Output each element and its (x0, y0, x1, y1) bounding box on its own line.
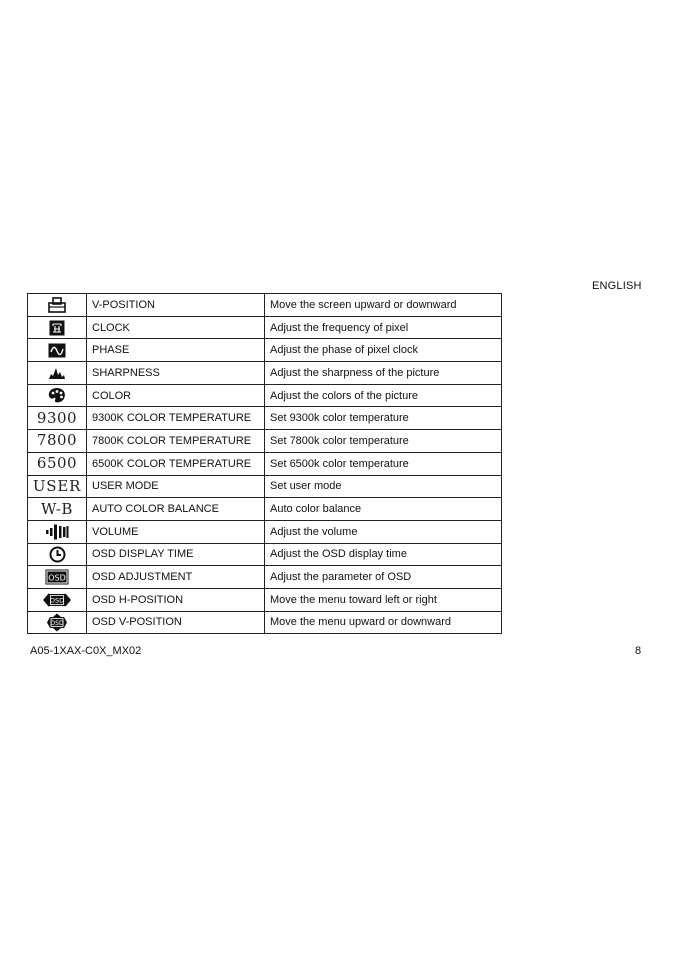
osd-display-time-icon (49, 546, 66, 563)
function-description: Auto color balance (265, 498, 502, 521)
function-name: SHARPNESS (87, 362, 265, 385)
document-code: A05-1XAX-C0X_MX02 (30, 645, 142, 657)
color-temp-6500-icon: 6500 (36, 454, 78, 473)
volume-icon (45, 524, 69, 540)
function-description: Adjust the phase of pixel clock (265, 339, 502, 362)
table-row (28, 362, 502, 385)
osd-adjustment-icon-label: OSD (48, 573, 66, 583)
function-description: Move the screen upward or downward (265, 294, 502, 317)
table-row (28, 475, 502, 498)
function-description: Set 9300k color temperature (265, 407, 502, 430)
table-row (28, 611, 502, 634)
clock-icon (49, 320, 65, 336)
page-number: 8 (635, 645, 642, 657)
osd-function-table (27, 293, 502, 634)
sharpness-icon (48, 366, 66, 380)
table-row (28, 588, 502, 611)
language-label: ENGLISH (592, 280, 642, 292)
function-description: Adjust the sharpness of the picture (265, 362, 502, 385)
osd-v-position-icon-label: OSD (50, 619, 64, 627)
function-name: COLOR (87, 384, 265, 407)
table-row (28, 452, 502, 475)
function-name: V-POSITION (87, 294, 265, 317)
color-palette-icon (47, 387, 67, 404)
table-row (28, 543, 502, 566)
table-row (28, 384, 502, 407)
table-row (28, 566, 502, 589)
white-balance-icon: W-B (41, 499, 73, 518)
user-mode-icon: USER (32, 476, 82, 495)
function-name: OSD V-POSITION (87, 611, 265, 634)
function-description: Adjust the colors of the picture (265, 384, 502, 407)
function-name: CLOCK (87, 316, 265, 339)
function-name: OSD H-POSITION (87, 588, 265, 611)
function-description: Set 6500k color temperature (265, 452, 502, 475)
table-row (28, 294, 502, 317)
table-row (28, 316, 502, 339)
osd-v-position-icon (44, 613, 70, 632)
v-position-icon (47, 296, 67, 314)
table-row (28, 498, 502, 521)
function-description: Adjust the OSD display time (265, 543, 502, 566)
function-name: OSD DISPLAY TIME (87, 543, 265, 566)
osd-h-position-icon-label: OSD (49, 596, 65, 605)
color-temp-9300-icon: 9300 (36, 408, 78, 427)
function-description: Adjust the volume (265, 520, 502, 543)
function-name: OSD ADJUSTMENT (87, 566, 265, 589)
function-description: Adjust the parameter of OSD (265, 566, 502, 589)
osd-adjustment-icon (45, 569, 69, 585)
function-name: PHASE (87, 339, 265, 362)
function-description: Move the menu toward left or right (265, 588, 502, 611)
table-row (28, 407, 502, 430)
table-row (28, 430, 502, 453)
function-name: AUTO COLOR BALANCE (87, 498, 265, 521)
function-name: 9300K COLOR TEMPERATURE (87, 407, 265, 430)
phase-icon (48, 343, 66, 358)
function-description: Move the menu upward or downward (265, 611, 502, 634)
function-name: USER MODE (87, 475, 265, 498)
table-row (28, 339, 502, 362)
color-temp-7800-icon: 7800 (36, 431, 78, 450)
function-description: Set user mode (265, 475, 502, 498)
function-name: 6500K COLOR TEMPERATURE (87, 452, 265, 475)
osd-h-position-icon (42, 592, 72, 608)
table-row (28, 520, 502, 543)
function-description: Set 7800k color temperature (265, 430, 502, 453)
function-name: 7800K COLOR TEMPERATURE (87, 430, 265, 453)
function-name: VOLUME (87, 520, 265, 543)
function-description: Adjust the frequency of pixel (265, 316, 502, 339)
